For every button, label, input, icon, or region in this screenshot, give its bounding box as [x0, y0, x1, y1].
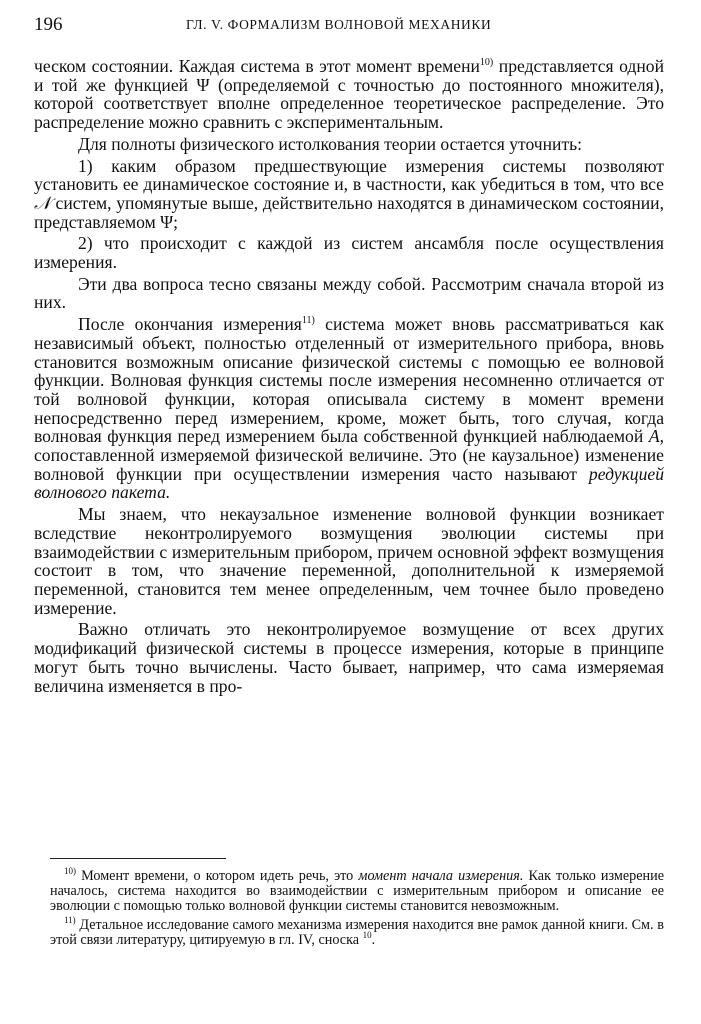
- paragraph-5: Эти два вопроса тесно связаны между собой. Рассмотрим сначала второй из них.: [34, 273, 664, 313]
- running-title: ГЛ. V. ФОРМАЛИЗМ ВОЛНОВОЙ МЕХАНИКИ: [186, 17, 492, 32]
- paragraph-2: Для полноты физического истолкования теории остается уточнить:: [78, 133, 583, 154]
- footnote-11-ref: 10: [362, 929, 372, 940]
- observable-symbol: A: [648, 426, 660, 447]
- footnote-11-mark: 11): [64, 914, 76, 925]
- footnote-ref-11: 11): [301, 315, 315, 327]
- page-header: [34, 14, 664, 40]
- footnote-10-mark: 10): [64, 866, 76, 876]
- paragraph-8: Важно отличать это неконтролируемое возмущение от всех других модификаций физической системы в процессе измерения, которые в принципе могут быть точно вычислены. Часто бывает, например, что сама измеряемая величина изменяется в про-: [34, 619, 664, 696]
- footnote-11: $^{11)}$ Детальное исследование самого механизма измерения находится вне рамок данной книги. См. в этой связи литературу, цитируемую в гл. IV, сноска $^{10}$.: [50, 914, 665, 948]
- paragraph-6: После окончания измерения$^{11)}$ система может вновь рассматриваться как независимый объект, полностью отделенный от измерительного прибора, вновь становится возможным описание физической системы с помощью ее волновой функции. Волновая функция системы после измерения несомненно отличается от той волновой функции, которая описывала систему в момент времени непосредственно перед измерением, кроме, может быть, того случая, когда волновая функция перед измерением была собственной функцией наблюдаемой A, сопоставленной измеряемой физической величине. Это (не каузальное) изменение волновой функции при осуществлении измерения часто называют редукцией волнового пакета.: [34, 314, 664, 503]
- paragraph-7: Мы знаем, что некаузальное изменение волновой функции возникает вследствие неконтролируемого возмущения эволюции системы при взаимодействии с измерительным прибором, причем основной эффект возмущения состоит в том, что значение переменной, дополнительной к измеряемой переменной, становится тем менее определенным, чем точнее было проведено измерение.: [34, 504, 664, 618]
- footnote-separator: [50, 858, 226, 859]
- measurement-start-term: момент начала измерения.: [358, 868, 524, 884]
- paragraph-4: 2) что происходит с каждой из систем ансамбля после осуществления измерения.: [34, 233, 664, 273]
- paragraph-3: 1) каким образом предшествующие измерения системы позволяют установить ее динамическое состояние и, в частности, как убедиться в том, что все 𝒩 систем, упомянутые выше, действительно находятся в динамическом состоянии, представляемом Ψ;: [34, 155, 664, 232]
- footnote-ref-10: 10): [479, 57, 494, 68]
- paragraph-1: ческом состоянии. Каждая система в этот момент времени$^{10)}$ представляется одной и той же функцией Ψ (определяемой с точностью до постоянного множителя), которой соответствует вполне определенное теоретическое распределение. Это распределение можно сравнить с экспериментальным.: [34, 56, 664, 133]
- footnote-10: $^{10)}$ Момент времени, о котором идеть речь, это момент начала измерения. Как только измерение началось, система находится во взаимодействии с измерительным прибором и описание ее эволюции с помощью только волновой функции системы становится невозможным.: [50, 866, 665, 915]
- wave-packet-reduction-term: редукцией волнового пакета.: [34, 463, 664, 503]
- ensemble-symbol: 𝒩: [34, 192, 51, 213]
- main-text: [34, 57, 664, 698]
- page-number: 196: [34, 14, 63, 35]
- footnotes: [50, 866, 665, 951]
